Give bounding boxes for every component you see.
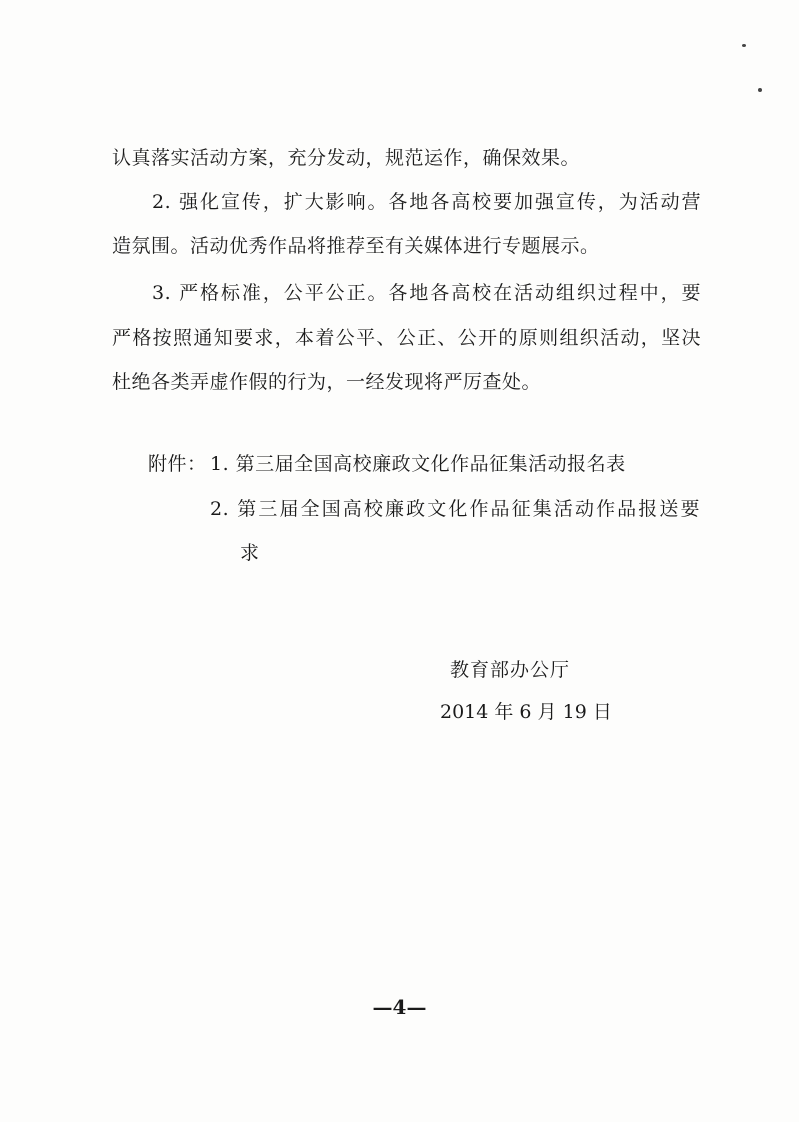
page-number: —4—	[372, 995, 427, 1019]
body-line: 3. 严格标准，公平公正。各地各高校在活动组织过程中，要	[152, 282, 701, 304]
attachment-item: 2. 第三届全国高校廉政文化作品征集活动作品报送要	[210, 498, 700, 520]
body-line: 杜绝各类弄虚作假的行为，一经发现将严厉查处。	[112, 371, 542, 393]
scan-speck	[758, 88, 762, 92]
attachments-label: 附件：	[148, 453, 207, 475]
attachment-item: 1. 第三届全国高校廉政文化作品征集活动报名表	[210, 453, 626, 475]
scan-speck	[742, 44, 746, 47]
body-line: 认真落实活动方案，充分发动，规范运作，确保效果。	[112, 147, 581, 169]
issue-date: 2014 年 6 月 19 日	[440, 701, 612, 723]
body-line: 2. 强化宣传，扩大影响。各地各高校要加强宣传，为活动营	[152, 191, 701, 213]
attachment-item-continuation: 求	[240, 542, 260, 564]
body-line: 严格按照通知要求，本着公平、公正、公开的原则组织活动，坚决	[112, 327, 701, 349]
issuer-name: 教育部办公厅	[450, 659, 571, 681]
body-line: 造氛围。活动优秀作品将推荐至有关媒体进行专题展示。	[112, 235, 600, 257]
